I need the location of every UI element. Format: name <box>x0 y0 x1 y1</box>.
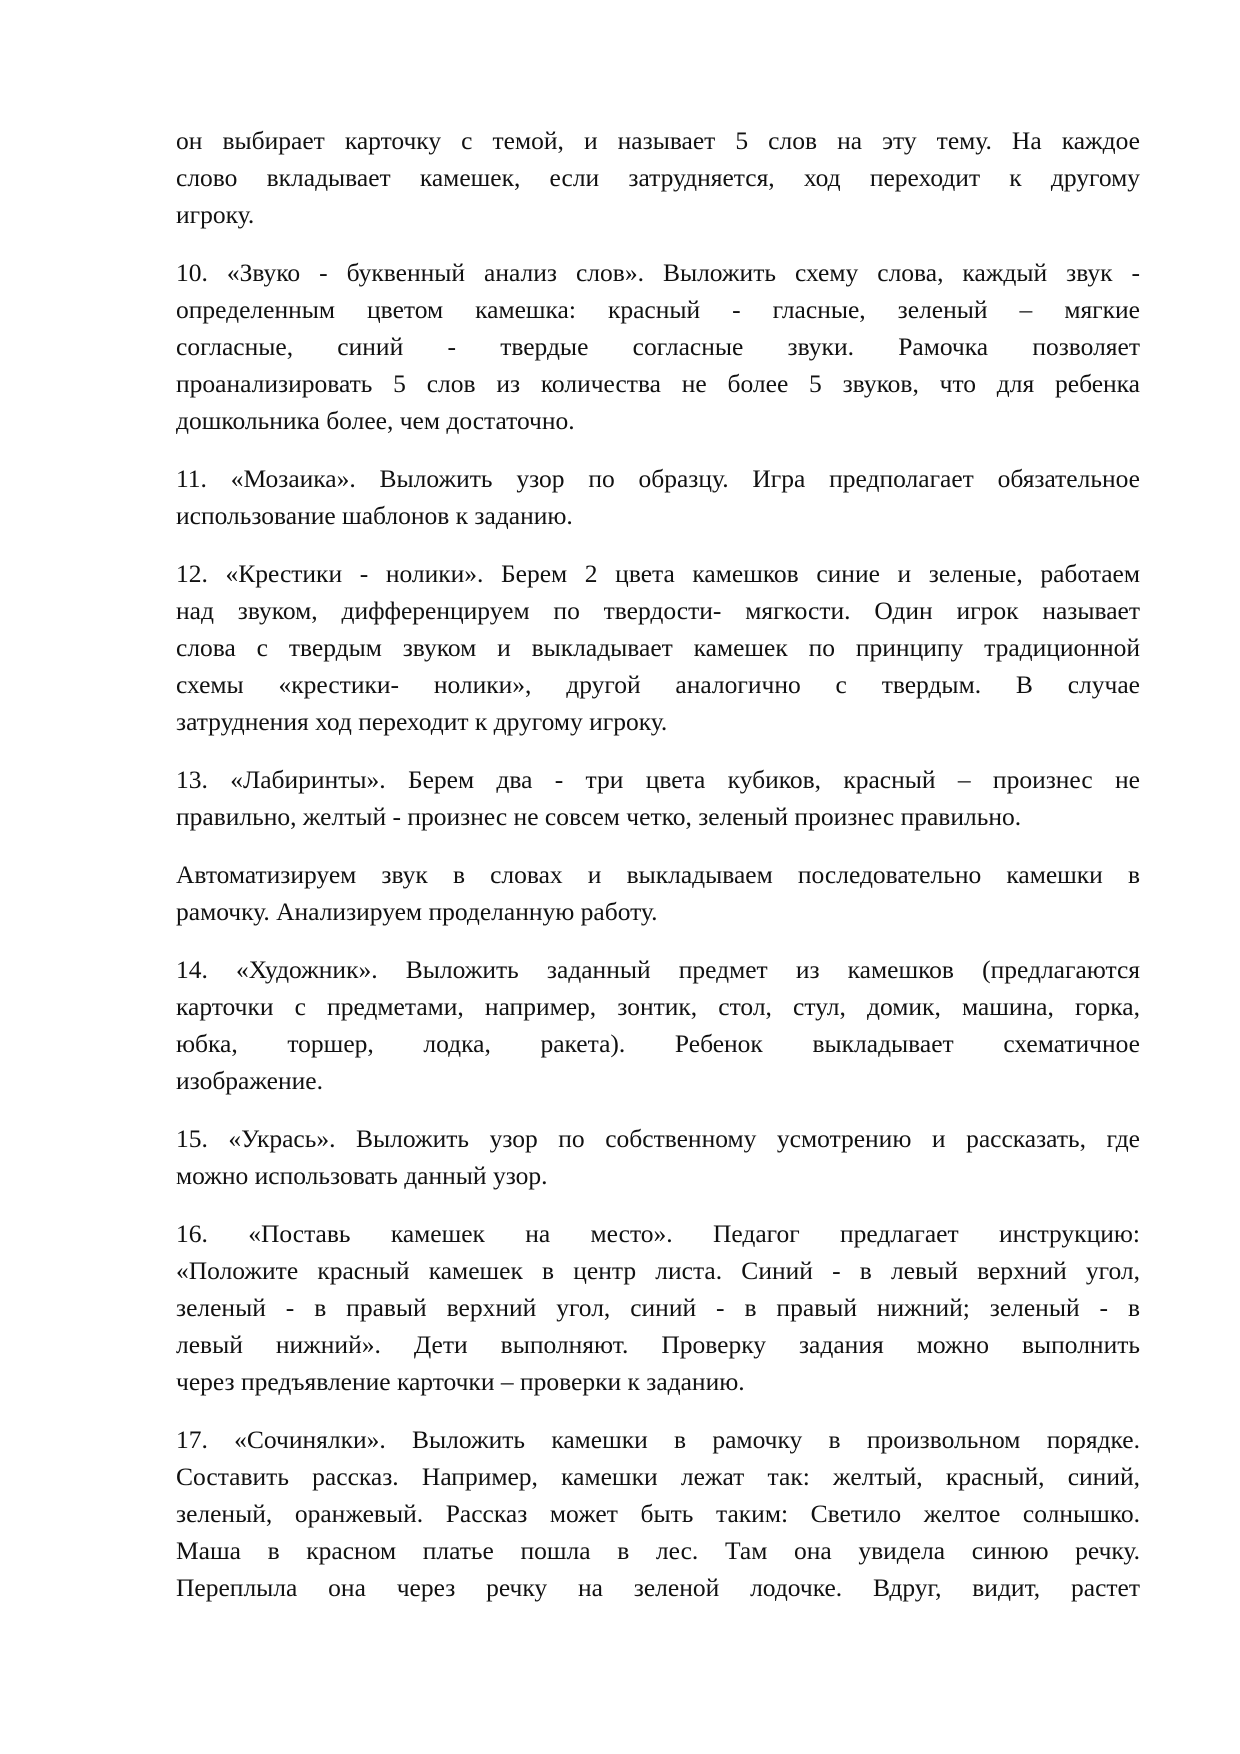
paragraph <box>176 1120 1140 1194</box>
text-line: 17. «Сочинялки». Выложить камешки в рамочку в произвольном порядке. <box>176 1425 1140 1454</box>
paragraph <box>176 761 1140 835</box>
text-line: 13. «Лабиринты». Берем два - три цвета кубиков, красный – произнес не <box>176 765 1140 794</box>
paragraph <box>176 254 1140 439</box>
paragraph <box>176 122 1140 233</box>
text-line: Переплыла она через речку на зеленой лодочке. Вдруг, видит, растет <box>176 1573 1140 1602</box>
text-line: проанализировать 5 слов из количества не более 5 звуков, что для ребенка <box>176 369 1140 398</box>
text-line: правильно, желтый - произнес не совсем четко, зеленый произнес правильно. <box>176 802 1022 831</box>
text-line: согласные, синий - твердые согласные звуки. Рамочка позволяет <box>176 332 1140 361</box>
text-line: левый нижний». Дети выполняют. Проверку задания можно выполнить <box>176 1330 1140 1359</box>
text-line: дошкольника более, чем достаточно. <box>176 406 575 435</box>
text-line: над звуком, дифференцируем по твердости- мягкости. Один игрок называет <box>176 596 1140 625</box>
paragraph <box>176 856 1140 930</box>
text-line: игроку. <box>176 200 255 229</box>
text-line: он выбирает карточку с темой, и называет 5 слов на эту тему. На каждое <box>176 126 1140 155</box>
paragraph <box>176 460 1140 534</box>
text-line: 12. «Крестики - нолики». Берем 2 цвета камешков синие и зеленые, работаем <box>176 559 1140 588</box>
text-line: «Положите красный камешек в центр листа. Синий - в левый верхний угол, <box>176 1256 1140 1285</box>
document-page <box>176 122 1140 1627</box>
text-line: слова с твердым звуком и выкладывает камешек по принципу традиционной <box>176 633 1140 662</box>
text-line: Маша в красном платье пошла в лес. Там она увидела синюю речку. <box>176 1536 1140 1565</box>
text-line: 10. «Звуко - буквенный анализ слов». Выложить схему слова, каждый звук - <box>176 258 1140 287</box>
text-line: зеленый - в правый верхний угол, синий - в правый нижний; зеленый - в <box>176 1293 1140 1322</box>
text-line: зеленый, оранжевый. Рассказ может быть таким: Светило желтое солнышко. <box>176 1499 1140 1528</box>
text-line: слово вкладывает камешек, если затрудняется, ход переходит к другому <box>176 163 1140 192</box>
text-line: 14. «Художник». Выложить заданный предмет из камешков (предлагаются <box>176 955 1140 984</box>
text-line: 15. «Укрась». Выложить узор по собственному усмотрению и рассказать, где <box>176 1124 1140 1153</box>
text-line: карточки с предметами, например, зонтик, стол, стул, домик, машина, горка, <box>176 992 1140 1021</box>
text-line: Составить рассказ. Например, камешки лежат так: желтый, красный, синий, <box>176 1462 1140 1491</box>
text-line: изображение. <box>176 1066 323 1095</box>
text-line: схемы «крестики- нолики», другой аналогично с твердым. В случае <box>176 670 1140 699</box>
text-line: Автоматизируем звук в словах и выкладываем последовательно камешки в <box>176 860 1140 889</box>
paragraph <box>176 951 1140 1099</box>
paragraph <box>176 1215 1140 1400</box>
text-line: затруднения ход переходит к другому игроку. <box>176 707 668 736</box>
paragraph <box>176 555 1140 740</box>
text-line: рамочку. Анализируем проделанную работу. <box>176 897 658 926</box>
text-line: через предъявление карточки – проверки к заданию. <box>176 1367 745 1396</box>
text-line: определенным цветом камешка: красный - гласные, зеленый – мягкие <box>176 295 1140 324</box>
paragraph <box>176 1421 1140 1606</box>
text-line: юбка, торшер, лодка, ракета). Ребенок выкладывает схематичное <box>176 1029 1140 1058</box>
text-line: использование шаблонов к заданию. <box>176 501 573 530</box>
text-line: можно использовать данный узор. <box>176 1161 548 1190</box>
text-line: 11. «Мозаика». Выложить узор по образцу. Игра предполагает обязательное <box>176 464 1140 493</box>
text-line: 16. «Поставь камешек на место». Педагог предлагает инструкцию: <box>176 1219 1140 1248</box>
